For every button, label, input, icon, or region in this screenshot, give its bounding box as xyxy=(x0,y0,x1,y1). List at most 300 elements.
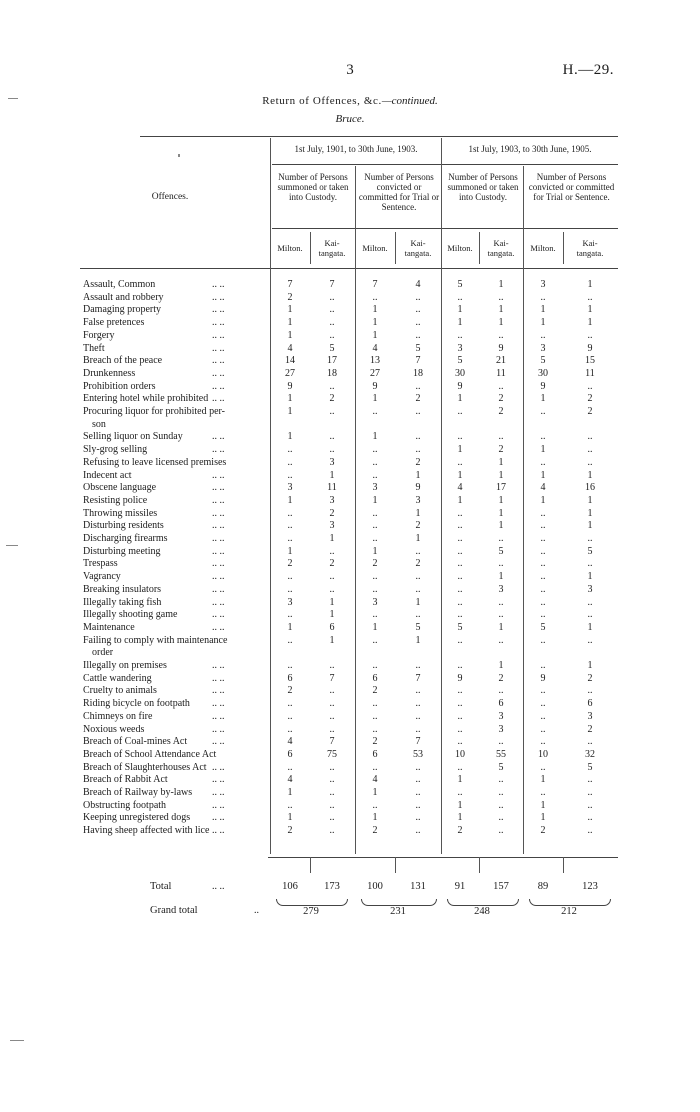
table-cell: 2 xyxy=(329,507,335,519)
table-cell: .. xyxy=(415,825,421,837)
leader-dots: .. .. xyxy=(212,431,225,443)
leader-dots: .. .. xyxy=(212,571,225,583)
grand-total-brace xyxy=(276,899,348,906)
table-cell: .. xyxy=(415,723,421,735)
table-cell: .. xyxy=(457,558,463,570)
table-cell: .. xyxy=(587,558,593,570)
table-cell: .. xyxy=(540,545,546,557)
table-cell: .. xyxy=(287,609,293,621)
table-cell: 11 xyxy=(496,367,506,379)
grand-total-value: 231 xyxy=(390,906,406,917)
table-cell: 4 xyxy=(287,774,293,786)
table-cell: 1 xyxy=(372,431,378,443)
table-cell: .. xyxy=(498,596,504,608)
leader-dots: .. .. xyxy=(212,723,225,735)
table-cell: 5 xyxy=(587,545,593,557)
table-cell: 1 xyxy=(457,304,463,316)
offence-label: Damaging property xyxy=(83,304,162,316)
table-cell: 1 xyxy=(587,507,593,519)
table-cell: 3 xyxy=(415,494,421,506)
offence-label: Vagrancy xyxy=(83,571,121,583)
table-cell: .. xyxy=(372,507,378,519)
table-cell: .. xyxy=(415,812,421,824)
table-cell: 3 xyxy=(498,583,504,595)
grand-total-leader-dots: .. xyxy=(254,905,259,916)
table-cell: .. xyxy=(415,761,421,773)
offence-label: Breach of the peace xyxy=(83,355,163,367)
table-cell: 27 xyxy=(370,367,380,379)
table-cell: .. xyxy=(329,444,335,456)
table-cell: 4 xyxy=(372,342,378,354)
table-cell: 1 xyxy=(415,507,421,519)
table-cell: 11 xyxy=(327,482,337,494)
table-cell: 3 xyxy=(498,723,504,735)
offence-label: Breaking insulators xyxy=(83,583,162,595)
table-cell: 1 xyxy=(329,634,335,646)
offence-label: Breach of School Attendance Act xyxy=(83,748,217,760)
leader-dots: .. .. xyxy=(212,317,225,329)
table-cell: .. xyxy=(415,660,421,671)
grand-total-brace xyxy=(361,899,437,906)
table-cell: 11 xyxy=(585,367,595,379)
table-cell: 6 xyxy=(287,672,293,684)
table-cell: .. xyxy=(498,736,504,748)
table-cell: .. xyxy=(287,660,293,671)
table-cell: .. xyxy=(457,710,463,722)
table-cell: .. xyxy=(587,444,593,456)
table-cell: .. xyxy=(457,456,463,468)
table-cell: .. xyxy=(587,609,593,621)
table-cell: 4 xyxy=(540,482,546,494)
table-cell: 3 xyxy=(287,596,293,608)
table-cell: .. xyxy=(498,825,504,837)
table-cell: .. xyxy=(587,787,593,798)
table-cell: 1 xyxy=(415,634,421,646)
table-cell: .. xyxy=(457,533,463,544)
leader-dots: .. .. xyxy=(212,736,225,748)
table-cell: 1 xyxy=(498,279,504,290)
leader-dots: .. .. xyxy=(212,609,225,621)
table-cell: 7 xyxy=(287,279,293,290)
table-cell: 5 xyxy=(457,621,463,633)
table-cell: 5 xyxy=(329,342,335,354)
table-cell: 3 xyxy=(457,342,463,354)
leader-dots: .. .. xyxy=(212,367,225,379)
table-cell: 1 xyxy=(457,812,463,824)
table-cell: .. xyxy=(540,787,546,798)
table-cell: .. xyxy=(329,825,335,837)
offences-column-header: Offences. xyxy=(151,192,189,202)
grand-total-brace xyxy=(529,899,611,906)
table-cell: .. xyxy=(329,698,335,710)
table-cell: 10 xyxy=(538,748,548,760)
offence-label: Assault, Common xyxy=(83,279,156,290)
table-cell: 21 xyxy=(496,355,506,367)
column-divider xyxy=(395,232,396,264)
table-cell: 1 xyxy=(287,621,293,633)
table-cell: .. xyxy=(329,304,335,316)
table-cell: 5 xyxy=(457,279,463,290)
table-cell: 1 xyxy=(540,393,546,405)
table-cell: 1 xyxy=(498,456,504,468)
table-cell: 2 xyxy=(587,672,593,684)
leader-dots: .. .. xyxy=(212,355,225,367)
period-header-rule xyxy=(272,164,618,165)
table-cell: .. xyxy=(287,583,293,595)
table-cell: .. xyxy=(415,787,421,798)
table-cell: 1 xyxy=(587,469,593,481)
table-cell: 1 xyxy=(287,431,293,443)
table-cell: .. xyxy=(540,660,546,671)
sub-column-milton: Milton. xyxy=(362,243,388,253)
column-divider xyxy=(563,857,564,873)
table-cell: .. xyxy=(540,291,546,303)
table-cell: 14 xyxy=(285,355,295,367)
table-cell: 1 xyxy=(540,317,546,329)
table-cell: .. xyxy=(587,825,593,837)
grand-total-value: 279 xyxy=(303,906,319,917)
leader-dots: .. .. xyxy=(212,774,225,786)
total-leader-dots: .. .. xyxy=(212,881,225,892)
table-cell: 1 xyxy=(587,279,593,290)
margin-mark xyxy=(10,1040,24,1041)
table-cell: .. xyxy=(372,571,378,583)
offence-label: Riding bicycle on footpath xyxy=(83,698,190,710)
grand-total-value: 212 xyxy=(561,906,577,917)
table-cell: 1 xyxy=(457,317,463,329)
table-cell: .. xyxy=(587,596,593,608)
table-cell: 15 xyxy=(585,355,595,367)
sub-column-kaitangata: Kai-tangata. xyxy=(487,238,515,258)
table-cell: 32 xyxy=(585,748,595,760)
table-cell: 1 xyxy=(287,406,293,417)
leader-dots: .. .. xyxy=(212,698,225,710)
leader-dots: .. .. xyxy=(212,533,225,544)
leader-dots: .. .. xyxy=(212,482,225,494)
table-cell: .. xyxy=(498,774,504,786)
total-top-rule xyxy=(268,857,618,858)
table-cell: 18 xyxy=(327,367,337,379)
sub-column-kaitangata: Kai-tangata. xyxy=(318,238,346,258)
offence-label: False pretences xyxy=(83,317,145,329)
table-cell: 1 xyxy=(587,660,593,671)
table-cell: .. xyxy=(287,520,293,532)
table-cell: 1 xyxy=(540,812,546,824)
table-cell: 5 xyxy=(540,621,546,633)
table-cell: .. xyxy=(540,634,546,646)
title-text: Return of Offences, &c. xyxy=(262,95,382,107)
leader-dots: .. .. xyxy=(212,380,225,392)
table-cell: .. xyxy=(287,799,293,811)
table-cell: .. xyxy=(287,444,293,456)
table-cell: .. xyxy=(372,444,378,456)
table-cell: 1 xyxy=(498,469,504,481)
group-header-summoned: Number of Persons summoned or taken into Custody. xyxy=(447,172,519,202)
table-cell: 2 xyxy=(329,558,335,570)
leader-dots: .. .. xyxy=(212,291,225,303)
table-cell: .. xyxy=(415,799,421,811)
period-header-2: 1st July, 1903, to 30th June, 1905. xyxy=(468,144,592,154)
leader-dots: .. .. xyxy=(212,304,225,316)
table-cell: .. xyxy=(415,774,421,786)
table-cell: 2 xyxy=(287,685,293,697)
table-cell: 2 xyxy=(372,825,378,837)
table-cell: .. xyxy=(587,634,593,646)
table-cell: .. xyxy=(457,431,463,443)
table-cell: 4 xyxy=(372,774,378,786)
table-cell: .. xyxy=(587,812,593,824)
leader-dots: .. .. xyxy=(212,672,225,684)
table-cell: 1 xyxy=(372,812,378,824)
table-cell: 1 xyxy=(540,444,546,456)
total-value: 157 xyxy=(493,881,509,892)
table-cell: 1 xyxy=(457,469,463,481)
table-cell: .. xyxy=(540,571,546,583)
table-cell: 1 xyxy=(457,799,463,811)
table-cell: .. xyxy=(498,558,504,570)
table-cell: .. xyxy=(457,787,463,798)
table-cell: .. xyxy=(540,533,546,544)
table-cell: .. xyxy=(372,291,378,303)
table-cell: 1 xyxy=(287,787,293,798)
table-cell: 1 xyxy=(457,774,463,786)
offence-label: Forgery xyxy=(83,329,115,341)
table-cell: 1 xyxy=(372,304,378,316)
table-cell: .. xyxy=(415,583,421,595)
table-cell: .. xyxy=(372,406,378,417)
table-cell: .. xyxy=(457,507,463,519)
table-cell: .. xyxy=(372,698,378,710)
table-cell: .. xyxy=(372,520,378,532)
table-cell: 1 xyxy=(415,596,421,608)
table-cell: .. xyxy=(498,431,504,443)
table-cell: 1 xyxy=(287,304,293,316)
sub-column-kaitangata: Kai-tangata. xyxy=(576,238,604,258)
table-cell: 1 xyxy=(287,545,293,557)
table-cell: .. xyxy=(587,736,593,748)
table-cell: 1 xyxy=(498,507,504,519)
document-reference: H.—29. xyxy=(562,62,614,78)
table-cell: 6 xyxy=(329,621,335,633)
total-value: 106 xyxy=(282,881,298,892)
table-cell: 1 xyxy=(540,799,546,811)
table-cell: 9 xyxy=(587,342,593,354)
table-cell: .. xyxy=(372,609,378,621)
table-cell: 2 xyxy=(498,444,504,456)
table-cell: 5 xyxy=(498,761,504,773)
table-cell: 1 xyxy=(457,393,463,405)
offence-label: Cruelty to animals xyxy=(83,685,157,697)
table-cell: .. xyxy=(587,685,593,697)
table-top-rule xyxy=(140,136,618,137)
table-cell: 2 xyxy=(457,825,463,837)
table-cell: 18 xyxy=(413,367,423,379)
leader-dots: .. .. xyxy=(212,685,225,697)
table-cell: 1 xyxy=(498,304,504,316)
table-cell: 1 xyxy=(372,494,378,506)
offence-label: Failing to comply with maintenance xyxy=(83,634,228,646)
table-cell: .. xyxy=(540,329,546,341)
table-cell: 9 xyxy=(372,380,378,392)
table-cell: .. xyxy=(587,329,593,341)
table-cell: .. xyxy=(457,634,463,646)
table-cell: .. xyxy=(540,685,546,697)
table-cell: 3 xyxy=(587,710,593,722)
offence-label: Illegally shooting game xyxy=(83,609,178,621)
table-cell: 1 xyxy=(372,393,378,405)
table-cell: .. xyxy=(329,406,335,417)
table-cell: 7 xyxy=(372,279,378,290)
table-cell: 3 xyxy=(329,456,335,468)
table-cell: .. xyxy=(457,406,463,417)
table-cell: 1 xyxy=(287,393,293,405)
table-cell: .. xyxy=(457,571,463,583)
table-cell: .. xyxy=(372,533,378,544)
offence-label: Illegally taking fish xyxy=(83,596,162,608)
table-cell: 7 xyxy=(329,736,335,748)
table-cell: 7 xyxy=(415,672,421,684)
table-cell: .. xyxy=(415,444,421,456)
table-cell: .. xyxy=(329,583,335,595)
table-cell: 1 xyxy=(540,774,546,786)
table-cell: .. xyxy=(457,520,463,532)
table-cell: 1 xyxy=(540,494,546,506)
table-cell: 1 xyxy=(540,469,546,481)
group-header-summoned: Number of Persons summoned or taken into Custody. xyxy=(277,172,349,202)
table-cell: 4 xyxy=(287,736,293,748)
table-cell: .. xyxy=(372,723,378,735)
table-cell: 2 xyxy=(540,825,546,837)
table-cell: .. xyxy=(498,799,504,811)
table-cell: .. xyxy=(329,761,335,773)
column-divider xyxy=(355,166,356,854)
table-cell: .. xyxy=(329,571,335,583)
table-cell: .. xyxy=(498,291,504,303)
table-cell: .. xyxy=(329,317,335,329)
table-cell: .. xyxy=(498,634,504,646)
table-cell: 10 xyxy=(455,748,465,760)
table-cell: 1 xyxy=(498,571,504,583)
table-cell: 2 xyxy=(287,558,293,570)
table-cell: .. xyxy=(415,571,421,583)
table-cell: 1 xyxy=(372,621,378,633)
table-cell: 2 xyxy=(498,393,504,405)
table-cell: .. xyxy=(287,761,293,773)
table-cell: 3 xyxy=(587,583,593,595)
offence-label: Breach of Rabbit Act xyxy=(83,774,168,786)
table-cell: 6 xyxy=(498,698,504,710)
table-cell: .. xyxy=(498,609,504,621)
table-cell: 2 xyxy=(587,393,593,405)
table-cell: 2 xyxy=(329,393,335,405)
sub-column-milton: Milton. xyxy=(530,243,556,253)
table-cell: 16 xyxy=(585,482,595,494)
table-cell: 1 xyxy=(287,812,293,824)
column-divider xyxy=(395,857,396,873)
leader-dots: .. .. xyxy=(212,787,225,798)
table-cell: 2 xyxy=(415,520,421,532)
table-cell: 2 xyxy=(372,685,378,697)
offence-label: Sly-grog selling xyxy=(83,444,148,456)
table-cell: .. xyxy=(457,596,463,608)
table-cell: .. xyxy=(587,380,593,392)
column-divider xyxy=(479,857,480,873)
table-cell: 9 xyxy=(498,342,504,354)
offence-label: Discharging firearms xyxy=(83,533,168,544)
offence-label: Assault and robbery xyxy=(83,291,164,303)
table-cell: .. xyxy=(372,660,378,671)
table-cell: .. xyxy=(415,545,421,557)
table-cell: 2 xyxy=(498,672,504,684)
table-cell: 1 xyxy=(329,609,335,621)
table-cell: 2 xyxy=(287,291,293,303)
leader-dots: .. .. xyxy=(212,329,225,341)
table-cell: 1 xyxy=(587,317,593,329)
table-cell: .. xyxy=(540,723,546,735)
table-cell: .. xyxy=(287,507,293,519)
table-cell: .. xyxy=(415,710,421,722)
total-value: 89 xyxy=(537,881,549,892)
table-cell: .. xyxy=(287,533,293,544)
table-cell: 4 xyxy=(457,482,463,494)
table-cell: .. xyxy=(329,685,335,697)
offence-label: order xyxy=(92,647,114,659)
table-cell: .. xyxy=(372,710,378,722)
offence-label: Cattle wandering xyxy=(83,672,152,684)
table-cell: .. xyxy=(415,304,421,316)
table-cell: .. xyxy=(457,583,463,595)
table-cell: .. xyxy=(540,596,546,608)
table-cell: 2 xyxy=(498,406,504,417)
margin-mark xyxy=(8,98,18,99)
offence-label: Obscene language xyxy=(83,482,157,494)
table-cell: 3 xyxy=(372,596,378,608)
offence-label: Breach of Slaughterhouses Act xyxy=(83,761,207,773)
table-cell: .. xyxy=(540,431,546,443)
table-cell: .. xyxy=(329,660,335,671)
table-cell: .. xyxy=(498,787,504,798)
leader-dots: .. .. xyxy=(212,444,225,456)
table-cell: 5 xyxy=(498,545,504,557)
table-cell: .. xyxy=(498,812,504,824)
leader-dots: .. .. xyxy=(212,469,225,481)
offence-label: Theft xyxy=(83,342,105,354)
table-cell: 5 xyxy=(457,355,463,367)
total-value: 100 xyxy=(367,881,383,892)
leader-dots: .. .. xyxy=(212,799,225,811)
table-cell: .. xyxy=(329,787,335,798)
table-cell: 1 xyxy=(287,329,293,341)
table-cell: 30 xyxy=(455,367,465,379)
offence-label: Drunkenness xyxy=(83,367,136,379)
table-cell: 1 xyxy=(587,571,593,583)
table-cell: 1 xyxy=(329,469,335,481)
period-header-1: 1st July, 1901, to 30th June, 1903. xyxy=(294,144,418,154)
table-cell: 2 xyxy=(587,723,593,735)
table-cell: 9 xyxy=(457,380,463,392)
table-cell: .. xyxy=(457,609,463,621)
table-cell: 1 xyxy=(287,317,293,329)
table-cell: 2 xyxy=(415,393,421,405)
leader-dots: .. .. xyxy=(212,393,225,405)
table-cell: .. xyxy=(457,761,463,773)
print-mark xyxy=(178,154,180,157)
table-cell: 7 xyxy=(415,355,421,367)
table-cell: 1 xyxy=(587,494,593,506)
leader-dots: .. .. xyxy=(212,825,225,837)
offence-label: Disturbing meeting xyxy=(83,545,161,557)
total-value: 173 xyxy=(324,881,340,892)
